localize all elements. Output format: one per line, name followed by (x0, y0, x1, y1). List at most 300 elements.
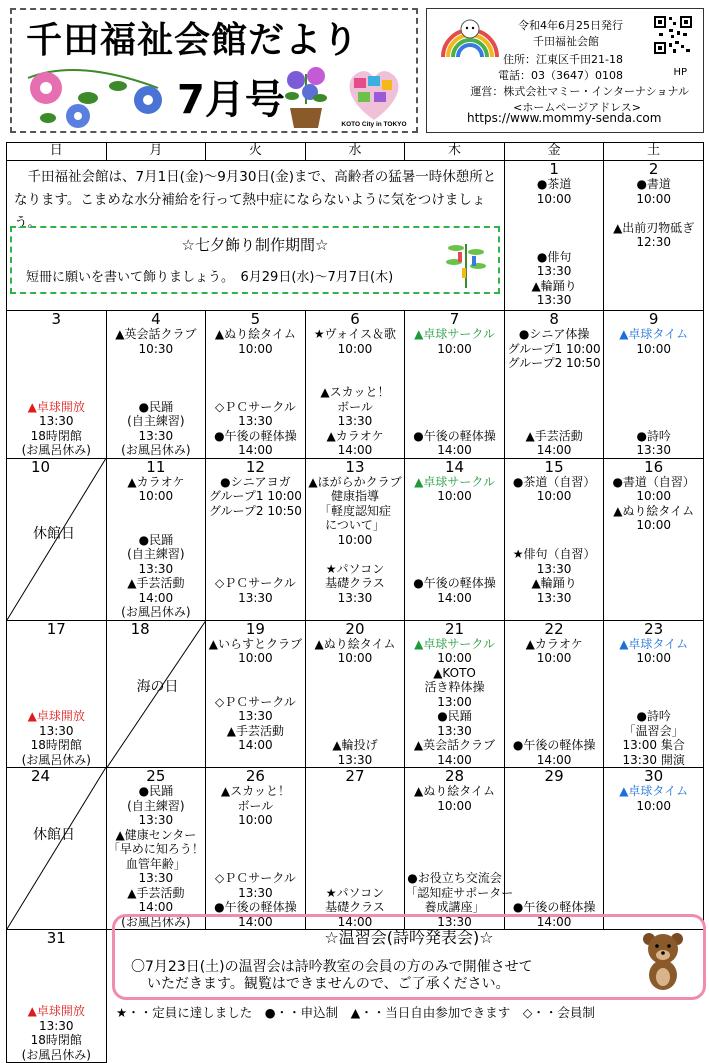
event-line (206, 842, 305, 857)
event-line (604, 385, 703, 400)
event-line: ●詩吟 (636, 428, 671, 443)
event-line: ▲手芸活動 (226, 723, 285, 738)
event-line (107, 504, 206, 519)
event-line: ▲ぬり絵タイム (314, 636, 396, 651)
event-line: ▲卓球開放 (27, 709, 85, 723)
event-line: 「早めに知ろう！ (107, 842, 204, 856)
event-line: グループ1 10:00 (208, 489, 302, 503)
event-line: 13:30 (437, 723, 472, 738)
event-line: (お風呂休み) (121, 443, 191, 457)
koto-city-logo (338, 62, 410, 130)
weekday-fri: 金 (504, 143, 604, 161)
event-line (306, 371, 405, 386)
event-line (505, 414, 604, 429)
event-line: 14:00 (437, 752, 472, 767)
event-line: 13:30 (138, 871, 174, 885)
event-line: 14:00 (138, 900, 174, 914)
calendar-day-cell[interactable] (604, 768, 704, 930)
event-line (206, 828, 305, 843)
event-line: 10:00 (536, 489, 572, 503)
event-line (107, 385, 206, 400)
event-line: 10:00 (238, 813, 273, 827)
event-line (505, 799, 604, 814)
calendar-day-cell[interactable] (504, 161, 604, 311)
issue-label: 7月号 (177, 77, 285, 123)
event-line (505, 709, 604, 724)
calendar-day-cell[interactable] (7, 620, 107, 768)
event-line (306, 724, 405, 739)
event-line (505, 518, 604, 533)
tanabata-body: 短冊に願いを書いて飾りましょう。 6月29日(水)～7月7日(木) (26, 270, 394, 285)
intro-notice: 千田福祉会館は、7月1日(金)～9月30日(金)まで、高齢者の猛暑一時休憩所となります。こまめな水分補給を行って熱中症にならないように気をつけましょう。 (14, 169, 497, 231)
calendar-day-cell[interactable] (305, 311, 405, 459)
day-number: 31 (46, 929, 66, 947)
calendar-day-cell[interactable] (405, 620, 505, 768)
event-line (7, 813, 106, 828)
event-line: 10:00 (238, 651, 273, 665)
event-line: ▲英会話クラブ (413, 738, 496, 752)
calendar-day-cell[interactable] (7, 311, 107, 459)
event-line: ▲卓球サークル (414, 474, 495, 489)
event-line: 13:30 (337, 752, 373, 767)
event-line (505, 371, 604, 386)
event-line (505, 695, 604, 710)
calendar-week-row (7, 311, 704, 459)
event-line: 10:00 (337, 651, 373, 665)
calendar-week-row (7, 768, 704, 930)
event-line (405, 371, 504, 386)
event-line: ▲手芸活動 (127, 885, 185, 900)
event-line: 13:30 (636, 443, 671, 457)
event-line: 10:00 (636, 518, 671, 532)
event-line (505, 828, 604, 843)
calendar-day-cell[interactable] (405, 311, 505, 459)
calendar-day-cell[interactable] (305, 768, 405, 930)
calendar-week-row (7, 620, 704, 768)
event-line: (自主練習) (127, 414, 185, 428)
event-line: 13:30 (536, 293, 572, 307)
event-line (306, 695, 405, 710)
event-line: ▲卓球タイム (619, 327, 689, 341)
event-line: 14:00 (536, 752, 572, 767)
event-line: ◇ＰＣサークル (214, 576, 296, 590)
event-line: ▲出前刃物砥ぎ (613, 220, 695, 235)
calendar-day-cell[interactable] (7, 458, 107, 620)
event-line (7, 637, 106, 652)
day-number: 24 (31, 767, 51, 785)
event-line: ▲ぬり絵タイム (214, 327, 296, 341)
event-line: ▲卓球開放 (27, 399, 85, 414)
event-line: 13:00 集合 (622, 738, 685, 752)
publisher-address: 住所：江東区千田21-18 (503, 53, 623, 66)
onshu-title: ☆温習会(詩吟発表会)☆ (324, 928, 494, 947)
event-line: ●詩吟 (636, 709, 671, 723)
event-line (7, 385, 106, 400)
event-line (306, 666, 405, 681)
event-line (206, 533, 305, 548)
event-line: ▲輪投げ (332, 738, 378, 752)
event-line: 養成講座」 (424, 900, 485, 914)
event-line: ●午後の軽体操 (214, 900, 297, 914)
event-line: ▲ほがらかクラブ (308, 474, 402, 489)
event-line (306, 813, 405, 828)
event-line (505, 666, 604, 681)
event-line: 休館日 (33, 826, 75, 843)
event-line: ▲スカッと！ (220, 784, 290, 798)
event-line: ▲卓球サークル (414, 636, 495, 651)
event-line: 13:30 (138, 813, 174, 827)
event-line: 10:00 (437, 651, 472, 665)
day-number: 12 (245, 457, 265, 476)
event-line (7, 666, 106, 681)
event-line (604, 666, 703, 681)
publisher-phone: 電話：03（3647）0108 (498, 69, 623, 82)
event-line: 14:00 (437, 590, 472, 605)
event-line (505, 857, 604, 872)
event-line (405, 533, 504, 548)
event-line: ●茶道（自習） (512, 474, 596, 489)
calendar-day-cell[interactable] (206, 311, 306, 459)
weekday-header-row (7, 143, 704, 161)
event-line: ●民踊 (138, 532, 174, 547)
homepage-label: <ホームページアドレス> (513, 101, 641, 114)
event-line: ●午後の軽体操 (214, 428, 297, 443)
event-line (604, 695, 703, 710)
event-line: ▲カラオケ (326, 428, 384, 443)
published-date: 令和4年6月25日発行 (518, 19, 623, 32)
event-line (505, 680, 604, 695)
calendar-day-cell[interactable] (206, 620, 306, 768)
weekday-thu: 木 (405, 143, 505, 161)
day-number: 3 (51, 310, 62, 328)
event-line (405, 385, 504, 400)
calendar-day-cell[interactable] (106, 620, 206, 768)
event-line (505, 206, 604, 221)
day-number: 2 (648, 160, 659, 178)
event-line (505, 842, 604, 857)
event-line (206, 666, 305, 681)
event-line (505, 221, 604, 236)
event-line: ▲カラオケ (127, 474, 185, 489)
operator-name: 運営：株式会社マミー・インターナショナル (470, 85, 689, 98)
event-line (604, 206, 703, 221)
event-line: 13:00 (437, 694, 472, 709)
calendar-week-row (7, 458, 704, 620)
event-line: 10:00 (437, 798, 472, 813)
event-line: 10:00 (536, 651, 572, 665)
event-line: ▲手芸活動 (127, 576, 185, 590)
event-line (206, 857, 305, 872)
day-number: 6 (350, 310, 360, 328)
day-number: 18 (130, 619, 150, 638)
day-number: 4 (151, 310, 161, 328)
event-line: 10:00 (337, 341, 373, 356)
event-line (7, 327, 106, 342)
event-line: 13:30 (38, 414, 74, 428)
publisher-info-box (426, 8, 704, 133)
weekday-mon: 月 (106, 143, 206, 161)
event-line: (お風呂休み) (121, 914, 191, 929)
event-line: 13:30 (138, 561, 174, 576)
event-line (206, 356, 305, 371)
event-line: ●民踊 (437, 709, 472, 723)
koto-logo-text: KOTO City in TOKYO (341, 121, 407, 128)
event-line (505, 813, 604, 828)
event-line (505, 504, 604, 519)
event-line: 13:30 (536, 590, 572, 605)
event-line (405, 813, 504, 828)
event-line: 12:30 (636, 235, 671, 249)
event-line: 10:00 (238, 341, 273, 356)
event-line: ◇ＰＣサークル (214, 399, 296, 414)
event-line: 18時閉館 (30, 1033, 82, 1047)
event-line: 10:30 (138, 341, 174, 356)
event-line: ▲卓球タイム (619, 784, 689, 798)
calendar-day-cell[interactable] (206, 768, 306, 930)
event-line (7, 799, 106, 814)
event-line: ●シニア体操 (518, 327, 590, 341)
calendar-day-cell[interactable] (604, 620, 704, 768)
calendar-day-cell[interactable] (604, 161, 704, 311)
day-number: 30 (644, 767, 664, 785)
day-number: 20 (345, 619, 365, 638)
event-line: グループ2 10:50 (208, 503, 302, 518)
calendar-day-cell[interactable] (504, 620, 604, 768)
event-line: ●午後の軽体操 (413, 428, 496, 443)
event-line: 10:00 (437, 489, 472, 503)
event-line: 13:30 (238, 885, 273, 900)
event-line: 14:00 (238, 443, 273, 457)
event-line: ●お役立ち交流会 (407, 871, 502, 885)
calendar-day-cell[interactable] (405, 767, 514, 930)
legend: ★・・定員に達しました ●・・申込制 ▲・・当日自由参加できます ◇・・会員制 (116, 1005, 595, 1020)
event-line: 活き粋体操 (424, 680, 485, 694)
newsletter-title-box (10, 8, 418, 133)
event-line: 13:30 (238, 414, 273, 428)
onshu-line2: いただきます。観覧はできませんので、ご了承ください。 (147, 976, 510, 992)
event-line (604, 356, 703, 371)
event-line (505, 886, 604, 901)
event-line (405, 547, 504, 562)
event-line: 14:00 (337, 443, 373, 457)
event-line: ▲KOTO (433, 665, 476, 680)
event-line (107, 518, 206, 533)
day-number: 29 (544, 767, 564, 785)
onshu-line1: 〇7月23日(土)の温習会は詩吟教室の会員の方のみで開催させて (131, 959, 533, 975)
event-line (306, 828, 405, 843)
event-line (7, 651, 106, 666)
event-line: ボール (237, 798, 274, 813)
event-line: 13:30 (38, 723, 74, 738)
event-line: 18時閉館 (30, 738, 82, 752)
day-number: 16 (644, 457, 664, 476)
flower-pot-illustration (280, 64, 332, 130)
event-line: ★パソコン (325, 561, 385, 576)
event-line: (お風呂休み) (21, 752, 91, 767)
event-line (107, 651, 206, 666)
event-line: 10:00 (437, 341, 472, 356)
event-line (206, 518, 305, 533)
event-line (405, 562, 504, 577)
calendar-day-cell[interactable] (7, 768, 107, 930)
publisher-name: 千田福祉会館 (533, 35, 599, 48)
event-line: (自主練習) (127, 547, 185, 561)
event-line (306, 680, 405, 695)
weekday-sun: 日 (7, 143, 107, 161)
morning-glory-illustration (18, 58, 168, 128)
event-line: 「認知症サポーター (405, 885, 514, 900)
event-line: ★俳句（自習） (512, 547, 596, 561)
homepage-url[interactable]: https://www.mommy-senda.com (467, 111, 662, 125)
event-line (7, 961, 106, 976)
day-number: 14 (444, 457, 465, 476)
calendar-day-cell[interactable] (604, 311, 704, 459)
event-line: ★パソコン (325, 885, 385, 900)
bear-illustration (641, 931, 685, 991)
event-line: ▲いらすとクラブ (208, 636, 303, 651)
event-line (604, 400, 703, 415)
event-line: ●午後の軽体操 (512, 900, 596, 914)
event-line: ●午後の軽体操 (512, 738, 596, 752)
event-line: 「温習会」 (623, 723, 684, 738)
calendar-day-cell[interactable] (106, 768, 206, 930)
event-line: (お風呂休み) (21, 1047, 91, 1062)
calendar-day-cell[interactable] (7, 930, 107, 1063)
day-number: 10 (31, 457, 51, 476)
event-line (206, 680, 305, 695)
event-line: 13:30 (38, 1018, 74, 1033)
event-line (7, 946, 106, 961)
event-line (405, 828, 504, 843)
event-line: 14:00 (238, 914, 273, 929)
event-line: ▲卓球サークル (414, 327, 495, 341)
event-line (505, 533, 604, 548)
event-line: 13:30 (238, 709, 273, 723)
event-line (604, 414, 703, 429)
event-line: 14:00 (238, 738, 273, 752)
calendar-day-cell[interactable] (504, 458, 604, 620)
event-line: 13:30 (437, 914, 472, 929)
event-line: ▲卓球タイム (619, 636, 689, 651)
event-line (306, 871, 405, 886)
event-line (206, 371, 305, 386)
calendar-day-cell[interactable] (305, 458, 405, 620)
event-line: ●書道（自習） (612, 474, 695, 489)
event-line: 血管年齢」 (125, 856, 186, 871)
event-line (306, 842, 405, 857)
day-number: 5 (250, 310, 261, 328)
event-line (7, 371, 106, 386)
event-line (604, 371, 703, 386)
event-line: ●俳句 (536, 249, 572, 264)
calendar-day-cell[interactable] (106, 311, 206, 459)
event-line: 14:00 (138, 590, 174, 605)
event-line: 14:00 (536, 443, 572, 457)
day-number: 11 (146, 457, 166, 476)
event-line (405, 504, 504, 519)
event-line (7, 356, 106, 371)
event-line: 休館日 (33, 525, 75, 542)
event-line: 13:30 (337, 414, 373, 428)
event-line (306, 356, 405, 371)
day-number: 19 (245, 619, 265, 638)
event-line (405, 842, 504, 857)
day-number: 21 (444, 619, 465, 638)
onshu-notice-box (112, 914, 706, 1000)
event-line: グループ2 10:50 (507, 356, 601, 370)
event-line (7, 695, 106, 710)
event-line (306, 547, 405, 562)
event-line (7, 680, 106, 695)
day-number: 9 (648, 310, 659, 328)
onshu-body (131, 959, 533, 993)
event-line: ★ヴォイス＆歌 (313, 327, 397, 341)
event-line: 10:00 (536, 191, 572, 206)
event-line (206, 547, 305, 562)
event-line: グループ1 10:00 (507, 341, 601, 356)
calendar-day-cell[interactable] (504, 311, 604, 459)
event-line (505, 784, 604, 799)
calendar-day-cell[interactable] (206, 458, 306, 620)
event-line: 10:00 (636, 798, 671, 813)
event-line (505, 385, 604, 400)
event-line (7, 342, 106, 357)
event-line: (お風呂休み) (21, 443, 91, 457)
day-number: 22 (544, 619, 564, 638)
bamboo-tree-icon (444, 234, 488, 288)
day-number: 17 (46, 619, 66, 638)
calendar-day-cell[interactable] (305, 620, 405, 768)
event-line: 13:30 (536, 264, 572, 278)
event-line (7, 990, 106, 1005)
event-line: ▲手芸活動 (525, 428, 583, 443)
tanabata-box (10, 226, 500, 294)
event-line (505, 724, 604, 739)
newsletter-title: 千田福祉会館だより (26, 20, 360, 61)
event-line: について」 (325, 518, 385, 532)
event-line: ●民踊 (138, 399, 174, 414)
hp-label: HP (673, 67, 687, 78)
day-number: 27 (345, 767, 365, 785)
event-line: 14:00 (437, 443, 472, 457)
event-line (107, 666, 206, 681)
event-line: 10:00 (636, 191, 671, 206)
event-line: 基礎クラス (325, 576, 385, 590)
day-number: 1 (549, 160, 559, 178)
event-line (405, 518, 504, 533)
day-number: 7 (449, 310, 460, 328)
event-line (505, 400, 604, 415)
calendar-day-cell[interactable] (504, 768, 604, 930)
qr-code[interactable] (653, 15, 693, 55)
event-line (505, 871, 604, 886)
event-line: ▲英会話クラブ (115, 327, 197, 341)
event-line: 健康指導 (330, 489, 379, 503)
calendar-day-cell[interactable] (405, 458, 505, 620)
event-line (206, 385, 305, 400)
event-line: ●シニアヨガ (220, 474, 291, 489)
event-line: 13:30 (337, 590, 373, 605)
calendar-day-cell[interactable] (106, 458, 206, 620)
event-line (306, 709, 405, 724)
event-line (107, 637, 206, 652)
event-line: ▲輪踊り (531, 278, 577, 293)
calendar-day-cell[interactable] (604, 458, 704, 620)
event-line: ▲カラオケ (525, 636, 583, 651)
event-line: 10:00 (337, 532, 373, 547)
event-line: ▲健康センター (115, 827, 197, 842)
weekday-tue: 火 (206, 143, 306, 161)
